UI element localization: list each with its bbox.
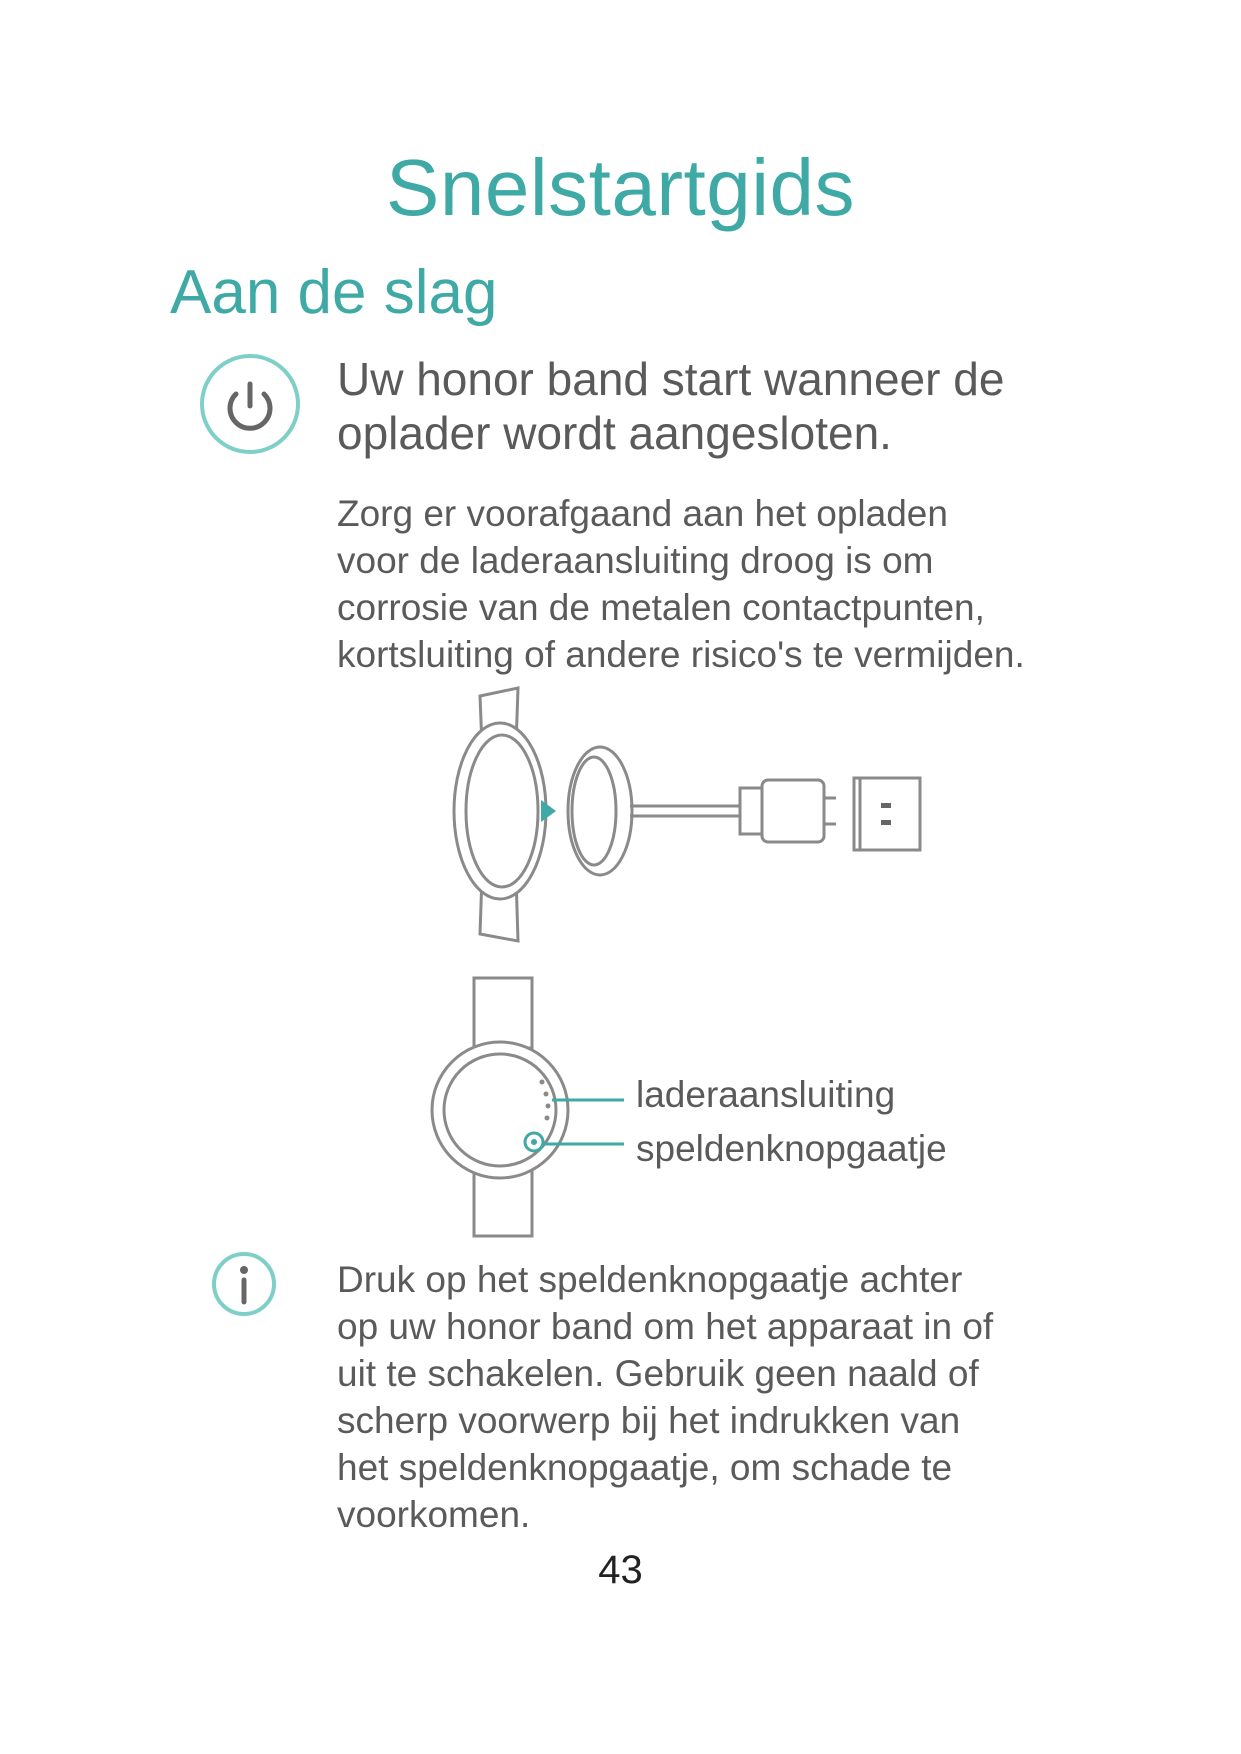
callout-pinhole: speldenknopgaatje	[636, 1128, 947, 1169]
note-line: scherp voorwerp bij het indrukken van	[337, 1400, 961, 1441]
note-line: het speldenknopgaatje, om schade te	[337, 1447, 953, 1488]
note-line: Druk op het speldenknopgaatje achter	[337, 1259, 963, 1300]
page-number: 43	[598, 1548, 643, 1592]
charging-illustration	[440, 676, 940, 956]
intro-line: Uw honor band start wanneer de	[337, 353, 1005, 405]
warning-line: kortsluiting of andere risico's te vermijden.	[337, 634, 1025, 675]
section-heading: Aan de slag	[170, 258, 498, 327]
power-icon	[196, 350, 304, 458]
page-title: Snelstartgids	[386, 143, 855, 232]
band-back-illustration	[420, 970, 640, 1250]
intro-text	[337, 352, 1097, 460]
intro-line: oplader wordt aangesloten.	[337, 407, 892, 459]
callout-charging-port: laderaansluiting	[636, 1074, 896, 1115]
warning-line: Zorg er voorafgaand aan het opladen	[337, 493, 948, 534]
warning-line: corrosie van de metalen contactpunten,	[337, 587, 985, 628]
info-icon	[208, 1248, 280, 1320]
warning-text	[337, 490, 1117, 678]
warning-line: voor de laderaansluiting droog is om	[337, 540, 934, 581]
note-text	[337, 1256, 1117, 1538]
note-line: voorkomen.	[337, 1494, 531, 1535]
note-line: op uw honor band om het apparaat in of	[337, 1306, 994, 1347]
note-line: uit te schakelen. Gebruik geen naald of	[337, 1353, 979, 1394]
